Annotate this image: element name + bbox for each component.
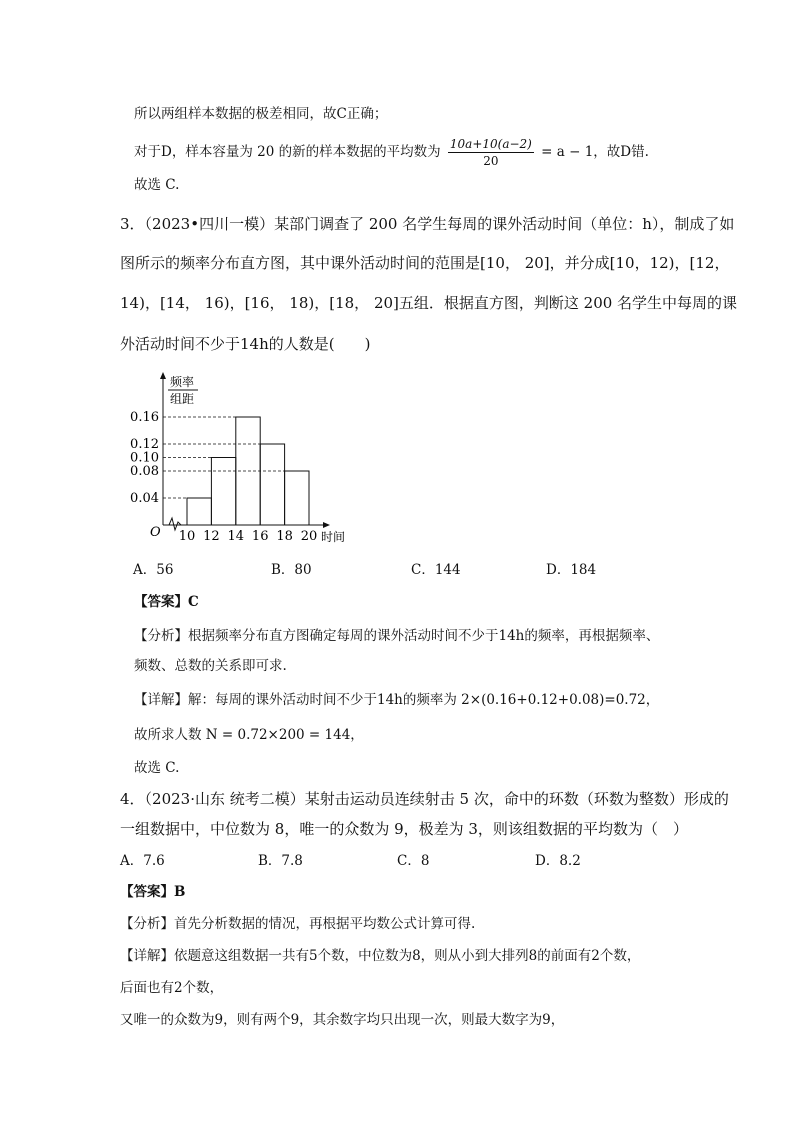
- q3-option-d: D．184: [546, 562, 597, 578]
- q3-detail-line2: 故所求人数 N = 0.72×200 = 144，: [134, 727, 364, 743]
- q3-option-b: B．80: [271, 562, 312, 578]
- x-axis-arrow: [323, 522, 330, 528]
- mean-fraction: [448, 137, 534, 168]
- q3-option-a: A．56: [133, 562, 174, 578]
- y-tick-label: 0.10: [130, 450, 159, 466]
- q4-detail-line1: 【详解】依题意这组数据一共有5个数，中位数为8，则从小到大排列8的前面有2个数，: [120, 948, 641, 964]
- fraction-numerator: 10a+10(a−2): [449, 137, 532, 151]
- q4-analysis: 【分析】首先分析数据的情况，再根据平均数公式计算可得.: [120, 916, 476, 932]
- x-tick-label: 12: [203, 529, 220, 544]
- histogram-bar: [187, 498, 211, 525]
- q3-detail-line1: 【详解】解：每周的课外活动时间不少于14h的频率为 2×(0.16+0.12+0.08)=0.72，: [134, 692, 660, 708]
- q3-analysis-line1: 【分析】根据频率分布直方图确定每周的课外活动时间不少于14h的频率，再根据频率、: [134, 628, 660, 644]
- x-tick-label: 16: [251, 529, 269, 544]
- q3-option-c: C．144: [411, 562, 461, 578]
- solution2-conclusion: 故选 C.: [134, 177, 180, 193]
- question3-line4: 外活动时间不少于14h的人数是( ): [120, 335, 371, 353]
- question3-line2: 图所示的频率分布直方图，其中课外活动时间的范围是[10， 20]，并分成[10，12)，[12，: [120, 254, 730, 272]
- y-axis-label-top: 频率: [170, 375, 195, 389]
- question4-line2: 一组数据中，中位数为 8，唯一的众数为 9，极差为 3，则该组数据的平均数为（ ）: [120, 820, 688, 838]
- histogram-bar: [211, 458, 235, 526]
- q3-conclusion: 故选 C.: [134, 760, 180, 776]
- q4-detail-line3: 又唯一的众数为9，则有两个9，其余数字均只出现一次，则最大数字为9，: [120, 1012, 565, 1028]
- x-tick-label: 18: [276, 529, 293, 544]
- x-tick-label: 20: [300, 529, 318, 544]
- y-tick-label: 0.08: [130, 464, 159, 479]
- y-tick-label: 0.04: [130, 491, 159, 506]
- y-axis-arrow: [160, 372, 166, 379]
- x-axis-label: 时间: [321, 530, 346, 544]
- x-tick-label: 10: [178, 529, 196, 544]
- q4-option-c: C．8: [397, 853, 430, 869]
- solution2-line2: [134, 132, 649, 172]
- question3-line3: 14)，[14， 16)，[16， 18)，[18， 20]五组．根据直方图，判断这 200 名学生中每周的课: [120, 294, 738, 312]
- frequency-histogram: [120, 370, 380, 555]
- solution2-line2-prefix: 对于D，样本容量为 20 的新的样本数据的平均数为: [134, 144, 441, 160]
- x-tick-label: 14: [227, 529, 245, 544]
- q4-option-b: B．7.8: [258, 853, 303, 869]
- y-tick-label: 0.12: [130, 437, 159, 452]
- origin-label: O: [150, 525, 161, 540]
- q4-option-d: D．8.2: [535, 853, 581, 869]
- q3-answer: 【答案】C: [134, 594, 199, 610]
- q4-detail-line2: 后面也有2个数，: [120, 980, 224, 996]
- fraction-denominator: 20: [483, 154, 499, 168]
- q3-analysis-line2: 频数、总数的关系即可求.: [134, 658, 287, 674]
- histogram-bar: [260, 444, 284, 525]
- y-tick-label: 0.16: [130, 410, 159, 425]
- y-axis-label-bottom: 组距: [170, 392, 195, 406]
- question3-line1: 3．（2023•四川一模）某部门调查了 200 名学生每周的课外活动时间（单位：h），制成了如: [120, 215, 735, 233]
- solution2-line1: 所以两组样本数据的极差相同，故C正确；: [134, 106, 388, 122]
- q4-option-a: A．7.6: [120, 853, 165, 869]
- question4-line1: 4．（2023·山东 统考二模）某射击运动员连续射击 5 次，命中的环数（环数为整数）形成的: [120, 790, 729, 808]
- solution2-line2-suffix: = a − 1，故D错.: [541, 144, 649, 160]
- histogram-bar: [285, 471, 309, 525]
- q4-answer: 【答案】B: [120, 884, 186, 900]
